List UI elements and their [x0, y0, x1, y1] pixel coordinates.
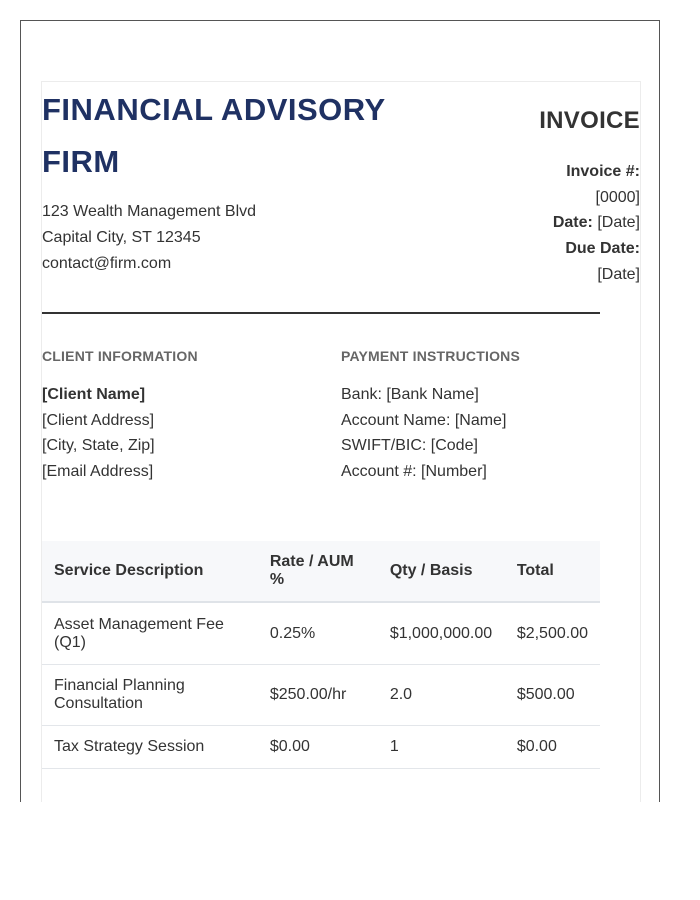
invoice-due-label: Due Date: [565, 240, 640, 258]
payment-instructions-heading: PAYMENT INSTRUCTIONS [341, 348, 521, 364]
header-qty: Qty / Basis [378, 541, 505, 602]
payment-account-name: Account Name: [Name] [341, 411, 507, 429]
header-service-description: Service Description [42, 541, 258, 602]
client-info-heading: CLIENT INFORMATION [42, 348, 198, 364]
payment-bank: Bank: [Bank Name] [341, 386, 479, 403]
client-address: [Client Address] [42, 411, 155, 429]
payment-swift: SWIFT/BIC: [Code] [341, 437, 478, 455]
client-name: [Client Name] [42, 386, 146, 403]
table-row [42, 665, 600, 726]
service-rate: $250.00/hr [258, 665, 378, 726]
service-description: Tax Strategy Session [42, 726, 258, 769]
service-rate: $0.00 [258, 726, 378, 769]
invoice-date-label: Date: [552, 214, 593, 232]
invoice-number-value: [0000] [595, 188, 640, 206]
service-qty: 1 [378, 726, 505, 769]
company-name: FINANCIAL ADVISORY FIRM [42, 92, 386, 179]
invoice-date-value: [Date] [597, 214, 640, 232]
header-total: Total [505, 541, 600, 602]
service-total: $0.00 [505, 726, 600, 769]
service-description: Asset Management Fee (Q1) [42, 602, 258, 665]
table-header-row [42, 541, 600, 602]
client-info-block [42, 382, 155, 485]
company-email: contact@firm.com [42, 255, 172, 272]
client-email: [Email Address] [42, 463, 154, 481]
company-city: Capital City, ST 12345 [42, 229, 201, 246]
service-total: $500.00 [505, 665, 600, 726]
table-row [42, 726, 600, 769]
header-rate: Rate / AUM % [258, 541, 378, 602]
invoice-number-label: Invoice #: [566, 163, 640, 180]
table-row [42, 602, 600, 665]
services-table [42, 541, 600, 769]
service-rate: 0.25% [258, 602, 378, 665]
payment-account-number: Account #: [Number] [341, 463, 487, 481]
invoice-title: INVOICE [539, 107, 640, 134]
company-street: 123 Wealth Management Blvd [42, 203, 257, 220]
service-total: $2,500.00 [505, 602, 600, 665]
invoice-meta [440, 159, 640, 288]
client-city: [City, State, Zip] [42, 437, 155, 455]
invoice-due-value: [Date] [597, 265, 640, 283]
company-address [42, 199, 256, 277]
header-divider [42, 312, 600, 314]
payment-info-block [341, 382, 506, 485]
service-description: Financial Planning Consultation [42, 665, 258, 726]
service-qty: 2.0 [378, 665, 505, 726]
service-qty: $1,000,000.00 [378, 602, 505, 665]
